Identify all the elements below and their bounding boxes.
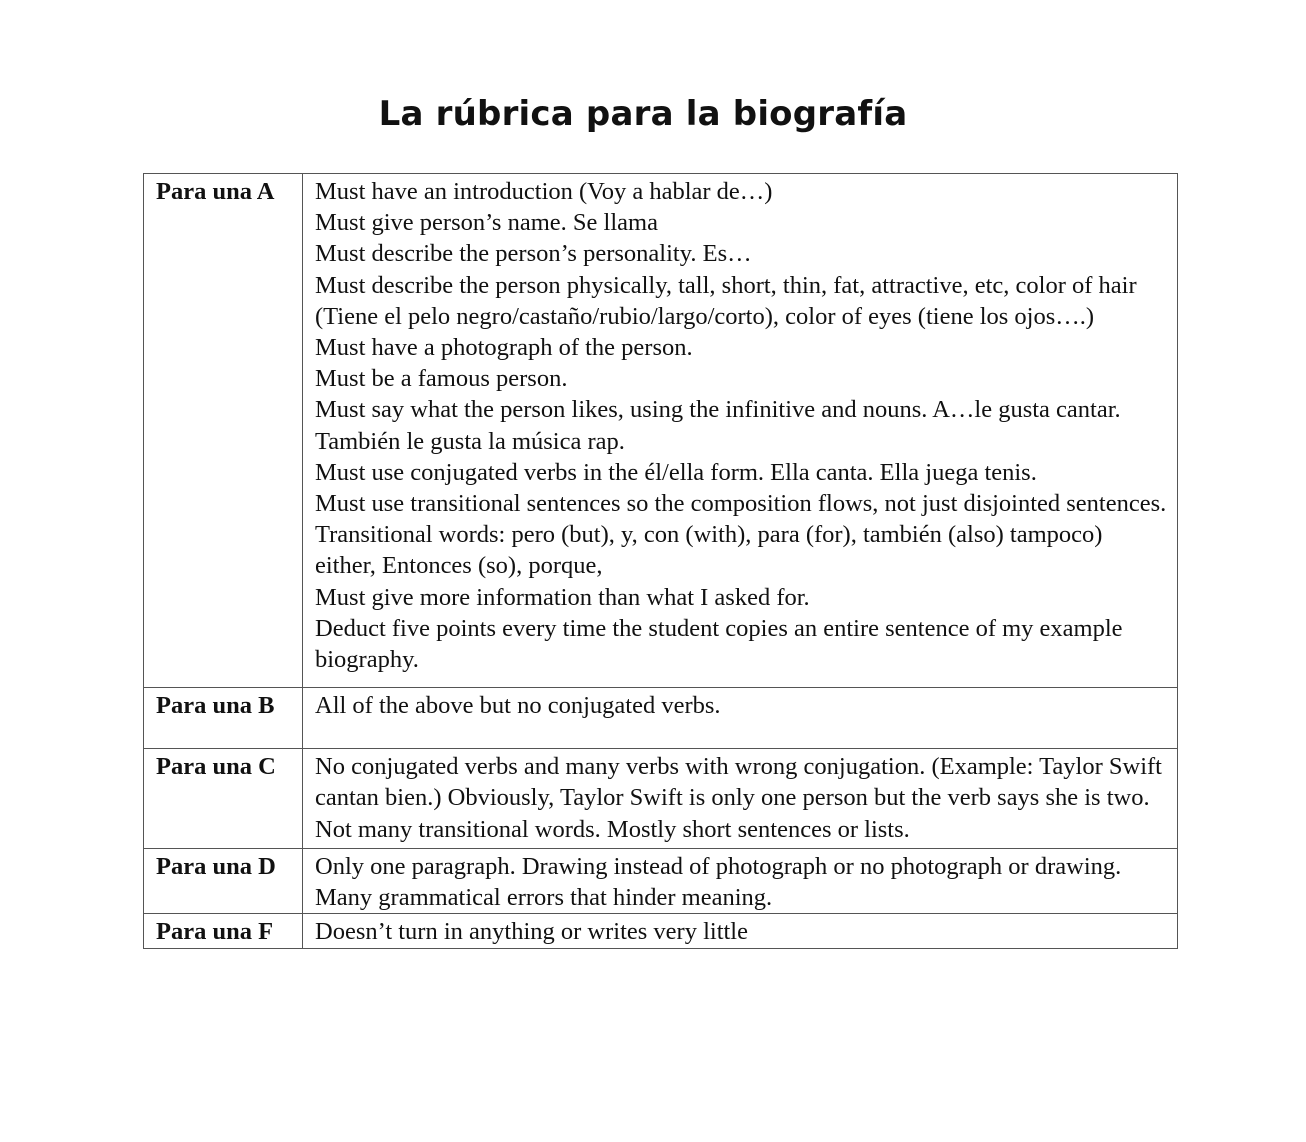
criterion-text: Deduct five points every time the student copies an entire sentence of my example biography.	[315, 614, 1123, 674]
grade-label: Para una C	[144, 749, 303, 849]
grade-label: Para una A	[144, 174, 303, 688]
criterion-text: Must give person’s name. Se llama	[315, 209, 658, 237]
criterion-text: Must describe the person physically, tall, short, thin, fat, attractive, etc, color of hair (Tiene el pelo negro/castaño/rubio/largo/corto), color of eyes (tiene los ojos….)	[315, 271, 1137, 330]
rubric-row-d	[144, 848, 1178, 913]
rubric-row-c	[144, 749, 1178, 849]
page-title: La rúbrica para la biografía	[378, 94, 908, 134]
grade-label: Para una F	[144, 914, 303, 949]
criteria-cell	[303, 174, 1178, 688]
criterion-text: Must say what the person likes, using the infinitive and nouns. A…le gusta cantar. También le gusta la música rap.	[315, 396, 1121, 455]
rubric-table	[143, 173, 1178, 949]
criterion-text: No conjugated verbs and many verbs with wrong conjugation. (Example: Taylor Swift cantan bien.) Obviously, Taylor Swift is only one person but the verb says she is two.	[315, 753, 1162, 812]
criterion-text: Must be a famous person.	[315, 365, 568, 393]
criterion-text: Must use transitional sentences so the composition flows, not just disjointed sentences. Transitional words: pero (but), y, con (with), para (for), también (also) tampoco) either, Entonces (so), porque,	[315, 490, 1167, 580]
grade-label: Para una D	[144, 848, 303, 913]
criterion-text: All of the above but no conjugated verbs.	[315, 692, 721, 720]
criterion-text: Not many transitional words. Mostly short sentences or lists.	[315, 815, 910, 843]
criteria-cell	[303, 688, 1178, 749]
rubric-row-f	[144, 914, 1178, 949]
criterion-text: Must describe the person’s personality. Es…	[315, 240, 752, 268]
rubric-row-b	[144, 688, 1178, 749]
rubric-row-a	[144, 174, 1178, 688]
grade-label: Para una B	[144, 688, 303, 749]
criteria-cell	[303, 749, 1178, 849]
criteria-cell	[303, 848, 1178, 913]
criterion-text: Doesn’t turn in anything or writes very little	[315, 918, 748, 946]
criterion-text: Must have a photograph of the person.	[315, 334, 693, 362]
criterion-text: Must have an introduction (Voy a hablar de…)	[315, 178, 773, 205]
criterion-text: Must give more information than what I asked for.	[315, 583, 810, 611]
criterion-text: Must use conjugated verbs in the él/ella form. Ella canta. Ella juega tenis.	[315, 458, 1037, 486]
criteria-cell	[303, 914, 1178, 949]
criterion-text: Only one paragraph. Drawing instead of photograph or no photograph or drawing. Many grammatical errors that hinder meaning.	[315, 852, 1122, 912]
